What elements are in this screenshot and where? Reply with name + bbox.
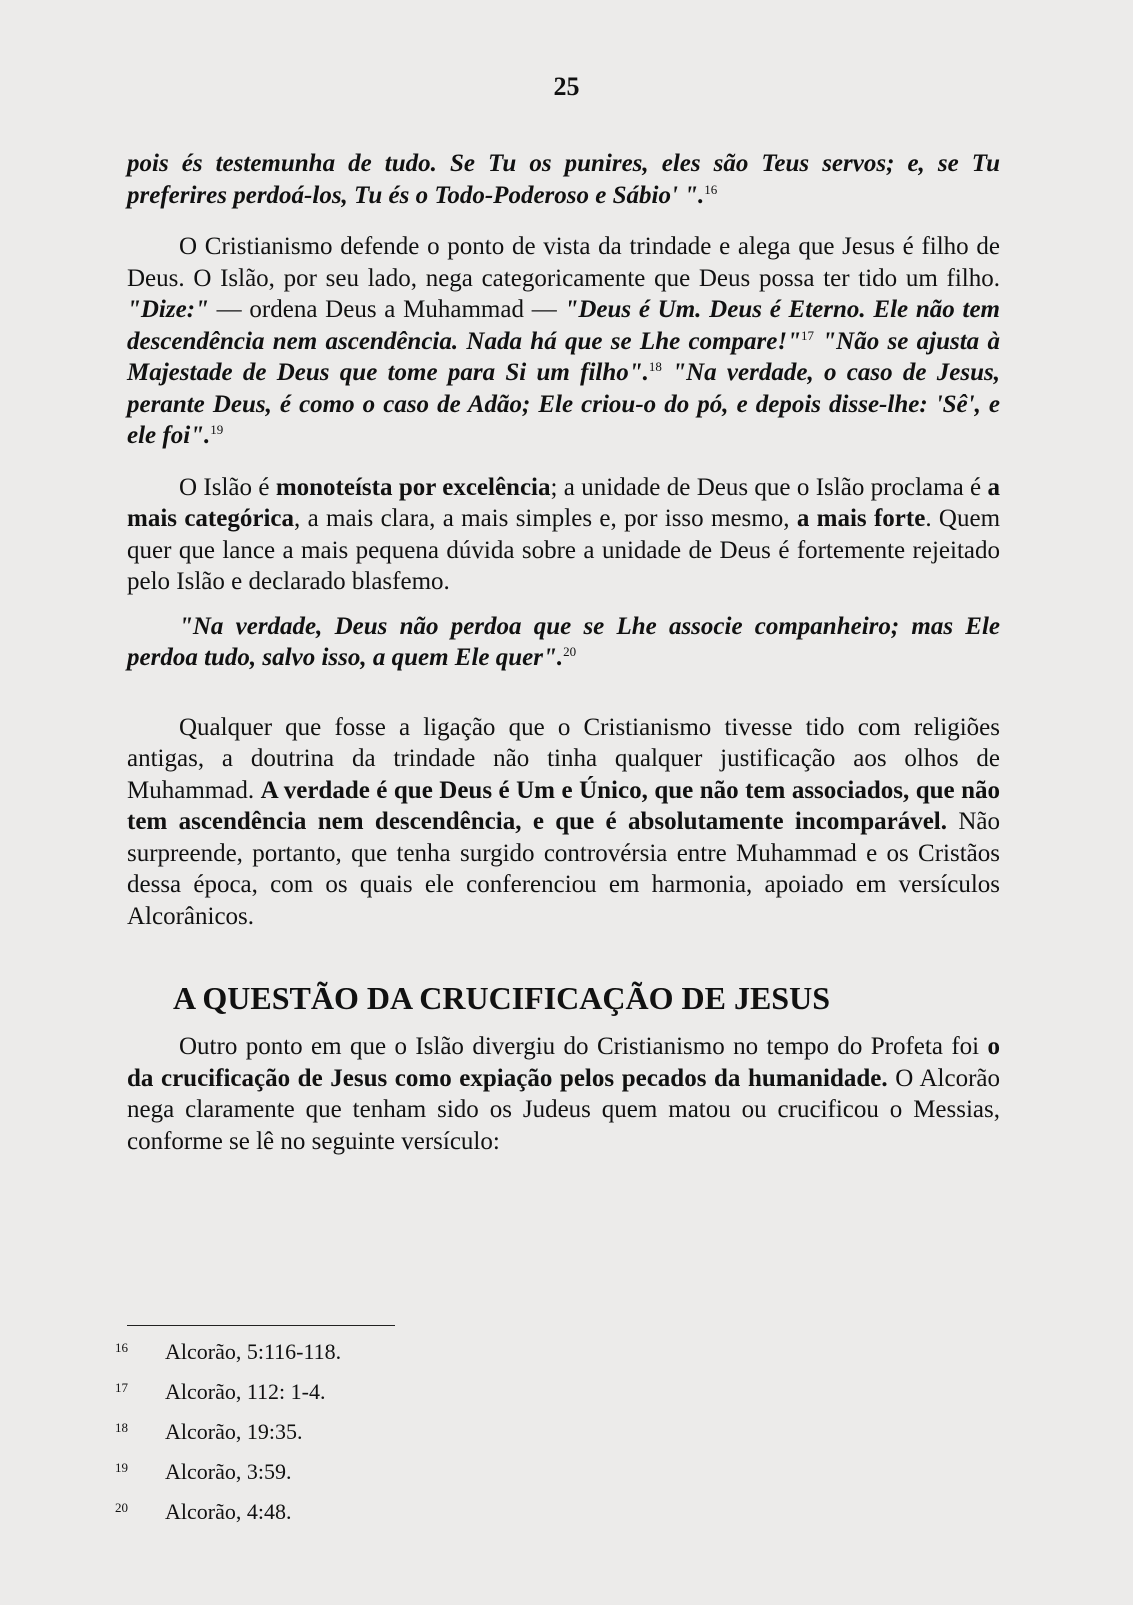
footnote-ref: 17: [800, 327, 814, 343]
section-heading: A QUESTÃO DA CRUCIFICAÇÃO DE JESUS: [173, 980, 830, 1016]
body-text: [127, 148, 1000, 1157]
footnote-divider: [127, 1325, 395, 1326]
footnote-text: Alcorão, 4:48.: [165, 1499, 292, 1524]
quote-paragraph-1: [127, 148, 1000, 211]
paragraph-doctrine: Qualquer que fosse a ligação que o Cristianismo tivesse tido com religiões antigas, a doutrina da trindade não tinha qualquer justificação aos olhos de Muhammad. A verdade é que Deus é Um e Único, que não tem associados, que não tem ascendência nem descendência, e que é absolutamente incomparável. Não surpreende, portanto, que tenha surgido controvérsia entre Muhammad e os Cristãos dessa época, com os quais ele conferenciou em harmonia, apoiado em versículos Alcorânicos.: [127, 713, 1000, 930]
footnote-text: Alcorão, 3:59.: [165, 1459, 292, 1484]
footnote: [115, 1459, 615, 1499]
footnote-number: 17: [115, 1380, 128, 1395]
footnote-ref: 16: [704, 181, 718, 197]
quote-text: pois és testemunha de tudo. Se Tu os punires, eles são Teus servos; e, se Tu preferires perdoá-los, Tu és o Todo-Poderoso e Sábio' ".: [127, 150, 1000, 209]
footnote-text: Alcorão, 19:35.: [165, 1419, 303, 1444]
footnote-ref: 18: [648, 359, 662, 374]
footnote: [115, 1379, 615, 1419]
paragraph-monotheism: O Islão é monoteísta por excelência; a unidade de Deus que o Islão proclama é a mais categórica, a mais clara, a mais simples e, por isso mesmo, a mais forte. Quem quer que lance a mais pequena dúvida sobre a unidade de Deus é fortemente rejeitado pelo Islão e declarado blasfemo.: [127, 473, 1001, 595]
footnote-number: 20: [115, 1500, 128, 1515]
page-number: 25: [553, 72, 580, 101]
footnote: [115, 1419, 615, 1459]
footnotes: [115, 1339, 615, 1539]
footnote-number: 18: [115, 1420, 128, 1435]
paragraph-trinity: O Cristianismo defende o ponto de vista da trindade e alega que Jesus é filho de Deus. O Islão, por seu lado, nega categoricamente que Deus possa ter tido um filho. "Dize:" — ordena Deus a Muhammad — "Deus é Um. Deus é Eterno. Ele não tem descendência nem ascendência. Nada há que se Lhe compare!"$^{17}$ "Não se ajusta à Majestade de Deus que tome para Si um filho".$^{18}$ "Na verdade, o caso de Jesus, perante Deus, é como o caso de Adão; Ele criou-o do pó, e depois disse-lhe: 'Sê', e ele foi".$^{19}$: [127, 233, 1000, 449]
paragraph-crucifixion: Outro ponto em que o Islão divergiu do Cristianismo no tempo do Profeta foi o da crucificação de Jesus como expiação pelos pecados da humanidade. O Alcorão nega claramente que tenham sido os Judeus quem matou ou crucificou o Messias, conforme se lê no seguinte versículo:: [127, 1033, 1000, 1155]
footnote: [115, 1339, 615, 1379]
footnote-number: 19: [115, 1460, 128, 1475]
footnote-ref: 20: [563, 644, 577, 659]
footnote-number: 16: [115, 1340, 128, 1355]
footnote-text: Alcorão, 5:116-118.: [165, 1339, 342, 1364]
footnote-ref: 19: [210, 422, 224, 437]
footnote-text: Alcorão, 112: 1-4.: [165, 1379, 326, 1404]
footnote: [115, 1499, 615, 1539]
quote-paragraph-2: "Na verdade, Deus não perdoa que se Lhe associe companheiro; mas Ele perdoa tudo, salvo isso, a quem Ele quer".$^{20}$: [127, 612, 1000, 671]
